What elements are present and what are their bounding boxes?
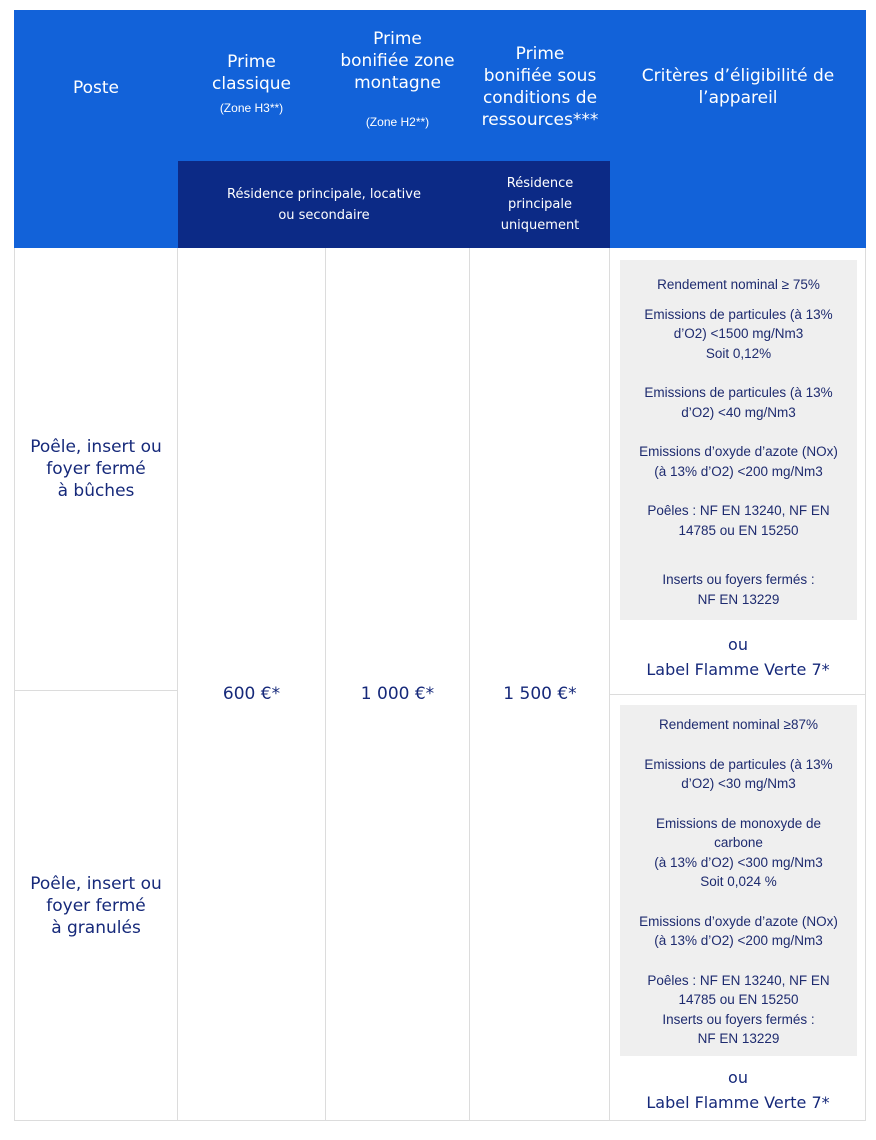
- poste-buches-label: Poêle, insert ou foyer fermé à bûches: [30, 437, 162, 501]
- ou-text: ou: [728, 635, 748, 654]
- subheader-residence-principale: [470, 161, 610, 248]
- header-criteres: [610, 10, 866, 165]
- amount-classique: 600 €*: [222, 684, 281, 704]
- criteria-box-granules: [620, 705, 857, 1056]
- amount-ressources: 1 500 €*: [503, 684, 577, 704]
- header-prime-classique: [178, 10, 325, 161]
- label-block-buches: [610, 632, 866, 682]
- amount-classique-wrap: [178, 680, 325, 708]
- table-bottom: [14, 1120, 866, 1121]
- criteria-item: Rendement nominal ≥ 75%: [657, 277, 820, 292]
- criteria-item: Rendement nominal ≥87%: [658, 717, 818, 732]
- subheader-residence-all: [178, 161, 470, 248]
- criteria-box-buches: [620, 260, 857, 620]
- row-divider: [609, 694, 866, 695]
- poste-cell-granules: [15, 691, 177, 1120]
- criteria-item: Poêles : NF EN 13240, NF EN 14785 ou EN 15250: [647, 503, 830, 538]
- prime-montagne-label: Prime bonifiée zone montagne: [340, 29, 455, 93]
- criteres-label: Critères d’éligibilité de l’appareil: [641, 66, 835, 108]
- criteria-item: Inserts ou foyers fermés : NF EN 13229: [662, 572, 815, 607]
- criteria-item: Emissions de particules (à 13% d’O2) <40 mg/Nm3: [644, 385, 833, 420]
- ou-text: ou: [728, 1068, 748, 1087]
- criteria-item: Emissions de monoxyde de carbone (à 13% d’O2) <300 mg/Nm3 Soit 0,024 %: [654, 815, 823, 889]
- label-flamme-verte: Label Flamme Verte 7*: [646, 1093, 830, 1112]
- header-poste-label: Poste: [72, 77, 120, 98]
- header-prime-montagne: [325, 10, 470, 161]
- criteria-item: Emissions de particules (à 13% d’O2) <1500 mg/Nm3 Soit 0,12%: [644, 306, 833, 361]
- criteria-item: Emissions d’oxyde d’azote (NOx) (à 13% d’O2) <200 mg/Nm3: [639, 913, 838, 948]
- criteria-item: Poêles : NF EN 13240, NF EN 14785 ou EN 15250 Inserts ou foyers fermés : NF EN 13229: [647, 972, 830, 1046]
- label-block-granules: [610, 1065, 866, 1115]
- prime-ressources-label: Prime bonifiée sous conditions de ressources***: [481, 44, 599, 130]
- prime-classique-label: Prime classique: [212, 52, 291, 94]
- label-flamme-verte: Label Flamme Verte 7*: [646, 660, 830, 679]
- amount-montagne: 1 000 €*: [360, 684, 435, 704]
- residence-principale-label: Résidence principale uniquement: [500, 176, 580, 233]
- amount-ressources-wrap: [470, 680, 610, 708]
- poste-granules-label: Poêle, insert ou foyer fermé à granulés: [30, 873, 162, 938]
- criteria-item: Emissions d’oxyde d’azote (NOx) (à 13% d’O2) <200 mg/Nm3: [639, 444, 838, 479]
- criteria-item: Emissions de particules (à 13% d’O2) <30 mg/Nm3: [644, 756, 833, 791]
- poste-cell-buches: [15, 248, 177, 690]
- header-prime-ressources: [470, 10, 610, 161]
- amount-montagne-wrap: [325, 680, 470, 708]
- grid-line: [865, 248, 866, 1121]
- residence-all-label: Résidence principale, locative ou secondaire: [227, 186, 421, 223]
- header-poste: [14, 10, 178, 165]
- zone-h3-label: (Zone H3**): [219, 101, 284, 115]
- zone-h2-label: (Zone H2**): [365, 115, 430, 129]
